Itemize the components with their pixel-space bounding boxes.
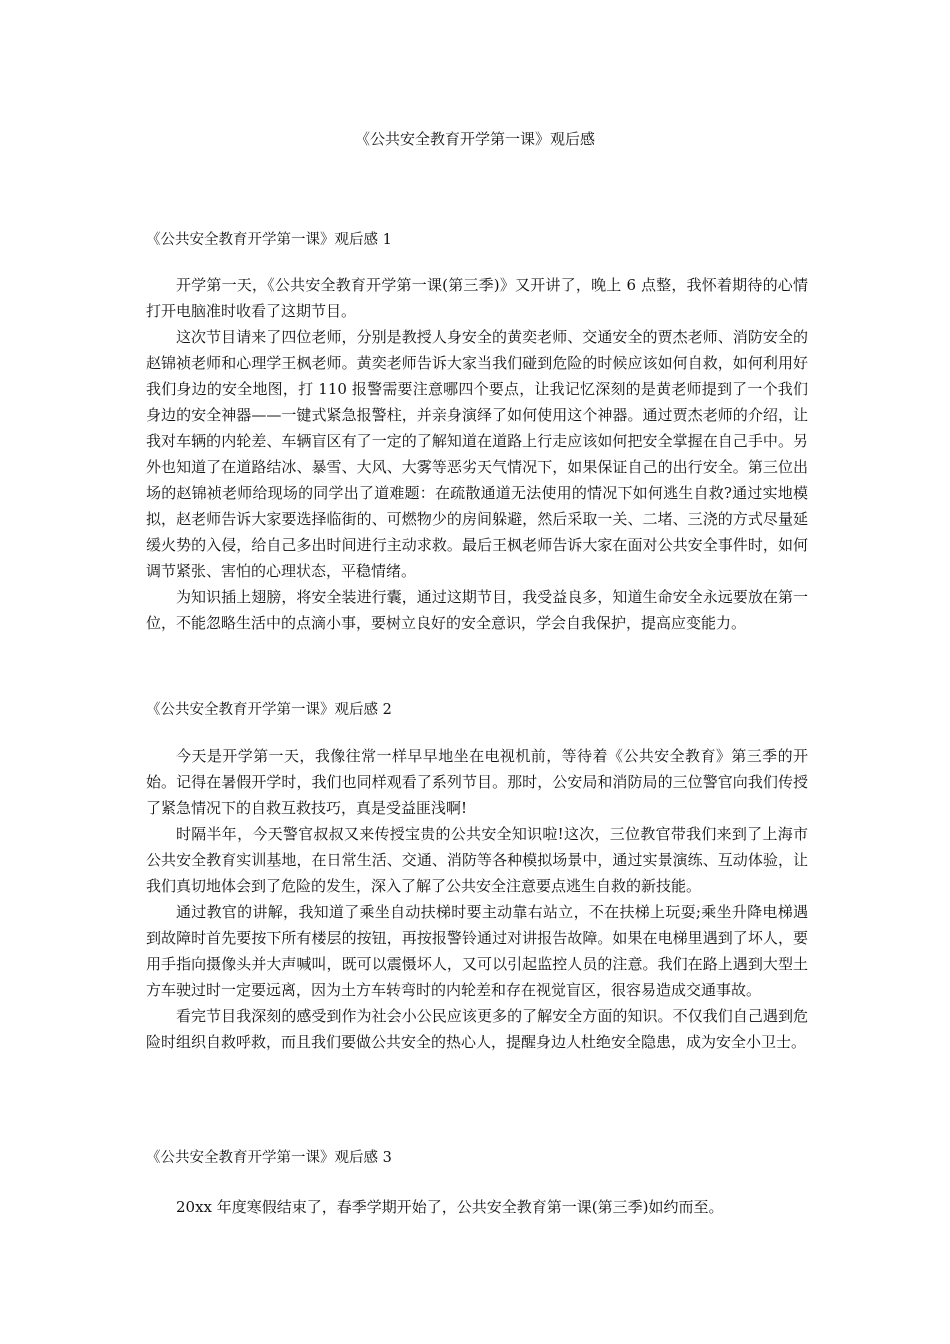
paragraph: 通过教官的讲解，我知道了乘坐自动扶梯时要主动靠右站立，不在扶梯上玩耍;乘坐升降电梯遇到故障时首先要按下所有楼层的按钮，再按报警铃通过对讲报告故障。如果在电梯里遇到了坏人，要用手指向摄像头并大声喊叫，既可以震慑坏人，又可以引起监控人员的注意。我们在路上遇到大型土方车驶过时一定要远离，因为土方车转弯时的内轮差和存在视觉盲区，很容易造成交通事故。 <box>146 903 808 999</box>
section-body-2 <box>146 743 808 1055</box>
paragraph: 这次节目请来了四位老师，分别是教授人身安全的黄奕老师、交通安全的贾杰老师、消防安全的赵锦祯老师和心理学王枫老师。黄奕老师告诉大家当我们碰到危险的时候应该如何自救，如何利用好我们身边的安全地图，打 110 报警需要注意哪四个要点，让我记忆深刻的是黄老师提到了一个我们身边的安全神器——一键式紧急报警柱，并亲身演绎了如何使用这个神器。通过贾杰老师的介绍，让我对车辆的内轮差、车辆盲区有了一定的了解知道在道路上行走应该如何把安全掌握在自己手中。另外也知道了在道路结冰、暴雪、大风、大雾等恶劣天气情况下，如果保证自己的出行安全。第三位出场的赵锦祯老师给现场的同学出了道难题：在疏散通道无法使用的情况下如何逃生自救?通过实地模拟，赵老师告诉大家要选择临街的、可燃物少的房间躲避，然后采取一关、二堵、三浇的方式尽量延缓火势的入侵，给自己多出时间进行主动求救。最后王枫老师告诉大家在面对公共安全事件时，如何调节紧张、害怕的心理状态，平稳情绪。 <box>146 328 808 580</box>
section-heading-2: 《公共安全教育开学第一课》观后感 2 <box>146 702 392 718</box>
document-title: 《公共安全教育开学第一课》观后感 <box>354 130 595 148</box>
section-body-1 <box>146 272 808 636</box>
section-heading-1: 《公共安全教育开学第一课》观后感 1 <box>146 232 392 248</box>
paragraph: 20xx 年度寒假结束了，春季学期开始了，公共安全教育第一课(第三季)如约而至。 <box>176 1198 724 1216</box>
section-body-3 <box>146 1194 808 1220</box>
paragraph: 开学第一天，《公共安全教育开学第一课(第三季)》又开讲了，晚上 6 点整，我怀着期待的心情打开电脑准时收看了这期节目。 <box>146 276 808 320</box>
paragraph: 今天是开学第一天，我像往常一样早早地坐在电视机前，等待着《公共安全教育》第三季的开始。记得在暑假开学时，我们也同样观看了系列节目。那时，公安局和消防局的三位警官向我们传授了紧急情况下的自救互救技巧，真是受益匪浅啊! <box>146 747 808 817</box>
paragraph: 看完节目我深刻的感受到作为社会小公民应该更多的了解安全方面的知识。不仅我们自己遇到危险时组织自救呼救，而且我们要做公共安全的热心人，提醒身边人杜绝安全隐患，成为安全小卫士。 <box>146 1007 808 1051</box>
section-heading-3: 《公共安全教育开学第一课》观后感 3 <box>146 1150 392 1166</box>
paragraph: 为知识插上翅膀，将安全装进行囊，通过这期节目，我受益良多，知道生命安全永远要放在第一位，不能忽略生活中的点滴小事，要树立良好的安全意识，学会自我保护，提高应变能力。 <box>146 588 808 632</box>
paragraph: 时隔半年，今天警官叔叔又来传授宝贵的公共安全知识啦!这次，三位教官带我们来到了上海市公共安全教育实训基地，在日常生活、交通、消防等各种模拟场景中，通过实景演练、互动体验，让我们真切地体会到了危险的发生，深入了解了公共安全注意要点逃生自救的新技能。 <box>146 825 808 895</box>
